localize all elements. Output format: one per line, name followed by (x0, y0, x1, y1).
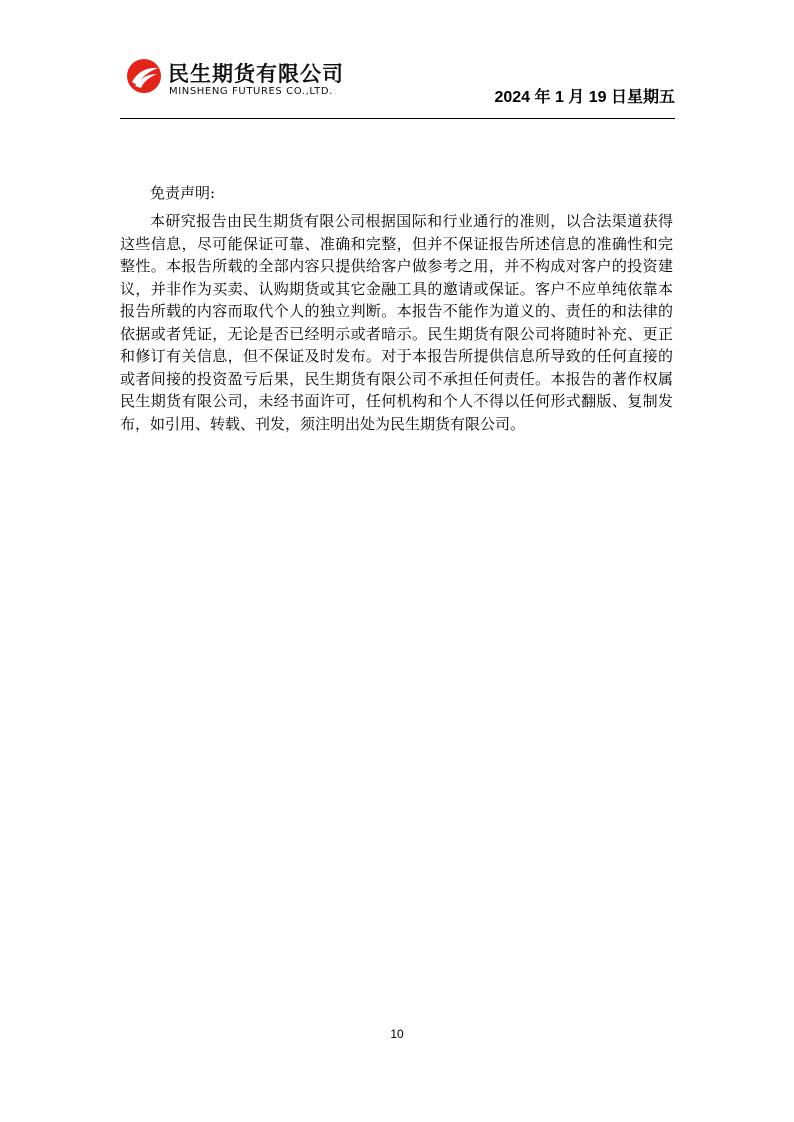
header-divider (120, 118, 675, 119)
report-date: 2024 年 1 月 19 日星期五 (494, 89, 675, 106)
minsheng-logo-icon (126, 58, 162, 94)
page-number: 10 (390, 1027, 404, 1041)
page-header (120, 52, 675, 120)
disclaimer-title: 免责声明: (150, 184, 216, 202)
disclaimer-body: 本研究报告由民生期货有限公司根据国际和行业通行的准则，以合法渠道获得这些信息，尽可能保证可靠、准确和完整，但并不保证报告所述信息的准确性和完整性。本报告所载的全部内容只提供给客户做参考之用，并不构成对客户的投资建议，并非作为买卖、认购期货或其它金融工具的邀请或保证。客户不应单纯依靠本报告所载的内容而取代个人的独立判断。本报告不能作为道义的、责任的和法律的依据或者凭证，无论是否已经明示或者暗示。民生期货有限公司将随时补充、更正和修订有关信息，但不保证及时发布。对于本报告所提供信息所导致的任何直接的或者间接的投资盈亏后果，民生期货有限公司不承担任何责任。本报告的著作权属民生期货有限公司，未经书面许可，任何机构和个人不得以任何形式翻版、复制发布，如引用、转载、刊发，须注明出处为民生期货有限公司。 (120, 212, 673, 433)
company-name-en: MINSHENG FUTURES CO.,LTD. (169, 86, 333, 97)
company-name-cn: 民生期货有限公司 (168, 62, 344, 86)
